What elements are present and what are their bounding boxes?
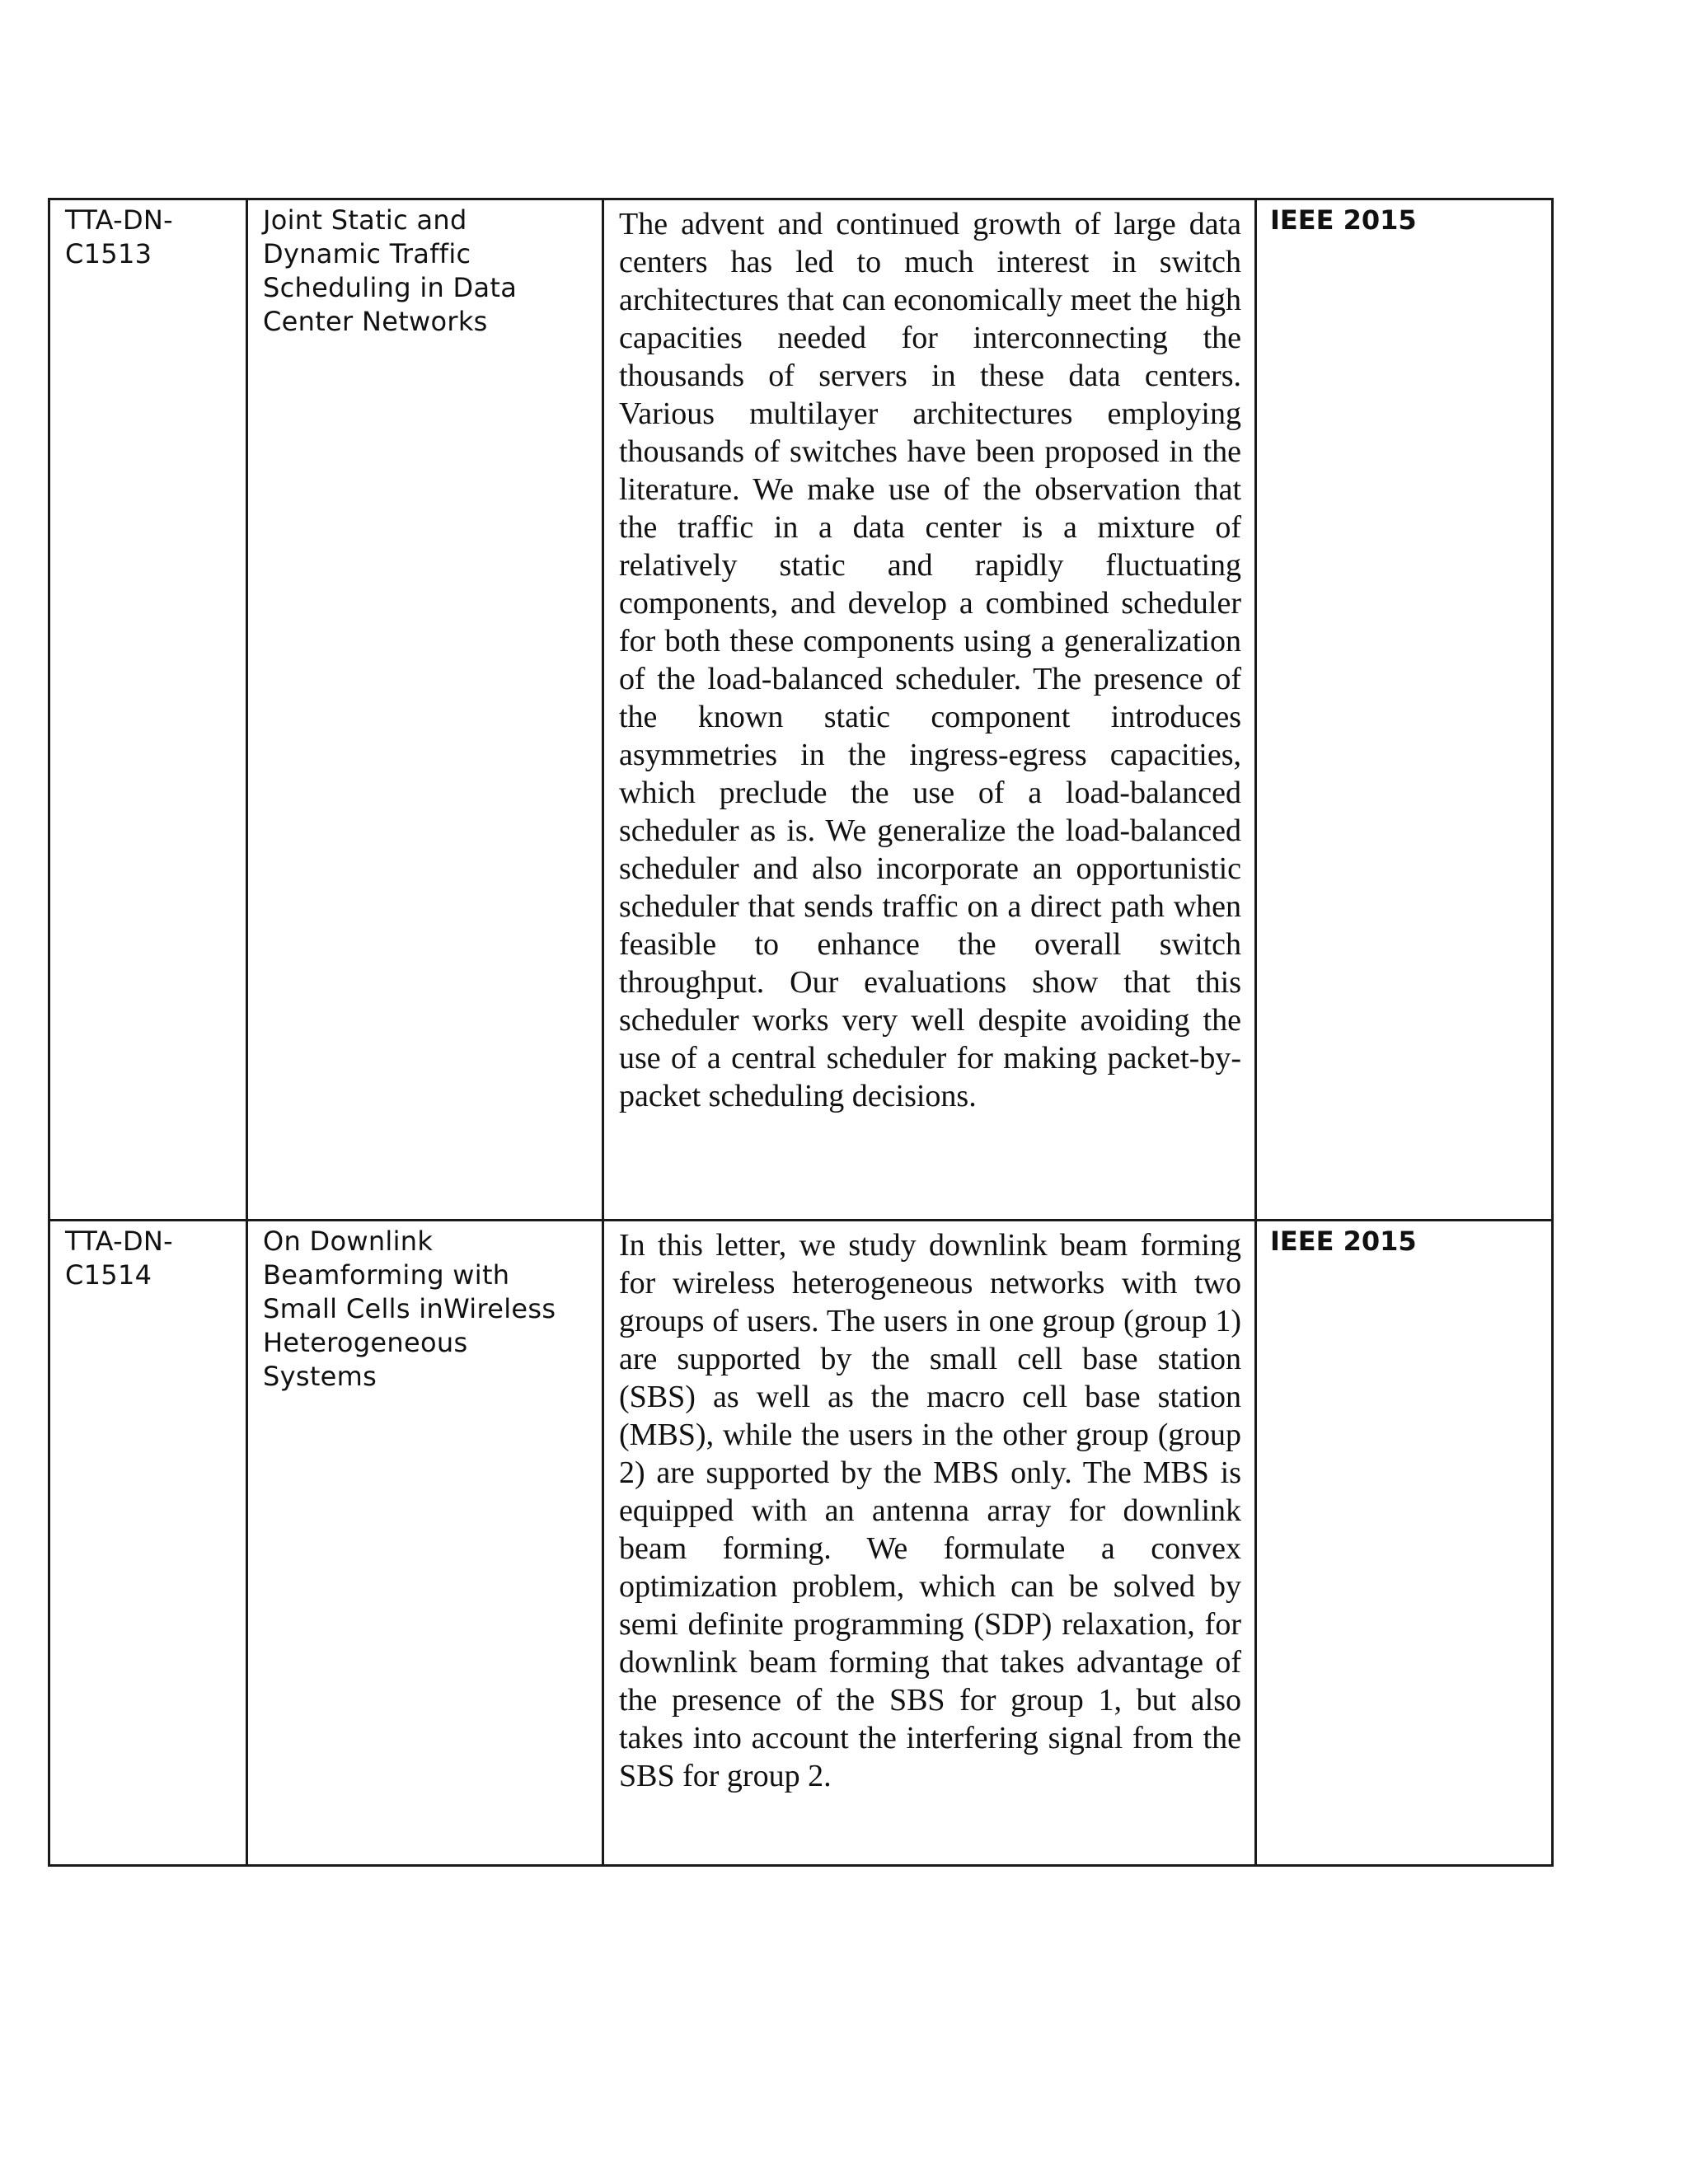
project-title: Joint Static and Dynamic Traffic Scheduling in Data Center Networks [263, 204, 518, 337]
year-cell [1256, 1221, 1553, 1866]
project-code: TTA-DN- C1514 [65, 1226, 174, 1291]
project-abstract: In this letter, we study downlink beam forming for wireless heterogeneous networks with two groups of users. The users in one group (group 1) are supported by the small cell base station (SBS) as well as the macro cell base station (MBS), while the users in the other group (group 2) are supported by the MBS only. The MBS is equipped with an antenna array for downlink beam forming. We formulate a convex optimization problem, which can be solved by semi definite programming (SDP) relaxation, for downlink beam forming that takes advantage of the presence of the SBS for group 1, but also takes into account the interfering signal from the SBS for group 2. [619, 1228, 1241, 1793]
code-cell [49, 1221, 247, 1866]
abstract-cell [603, 1221, 1256, 1866]
table-row [49, 1221, 1553, 1866]
year-cell [1256, 199, 1553, 1221]
project-year: IEEE 2015 [1270, 1226, 1417, 1257]
title-cell [247, 1221, 603, 1866]
project-title: On Downlink Beamforming with Small Cells inWireless Heterogeneous Systems [263, 1226, 556, 1392]
project-code: TTA-DN- C1513 [65, 204, 174, 269]
abstract-cell [603, 199, 1256, 1221]
project-table [48, 198, 1554, 1867]
code-cell [49, 199, 247, 1221]
table-row [49, 199, 1553, 1221]
project-year: IEEE 2015 [1270, 204, 1417, 236]
title-cell [247, 199, 603, 1221]
project-abstract: The advent and continued growth of large data centers has led to much interest in switch architectures that can economically meet the high capacities needed for interconnecting the thousands of servers in these data centers. Various multilayer architectures employing thousands of switches have been proposed in the literature. We make use of the observation that the traffic in a data center is a mixture of relatively static and rapidly fluctuating components, and develop a combined scheduler for both these components using a generalization of the load-balanced scheduler. The presence of the known static component introduces asymmetries in the ingress-egress capacities, which preclude the use of a load-balanced scheduler as is. We generalize the load-balanced scheduler and also incorporate an opportunistic scheduler that sends traffic on a direct path when feasible to enhance the overall switch throughput. Our evaluations show that this scheduler works very well despite avoiding the use of a central scheduler for making packet-by-packet scheduling decisions. [619, 207, 1241, 1113]
